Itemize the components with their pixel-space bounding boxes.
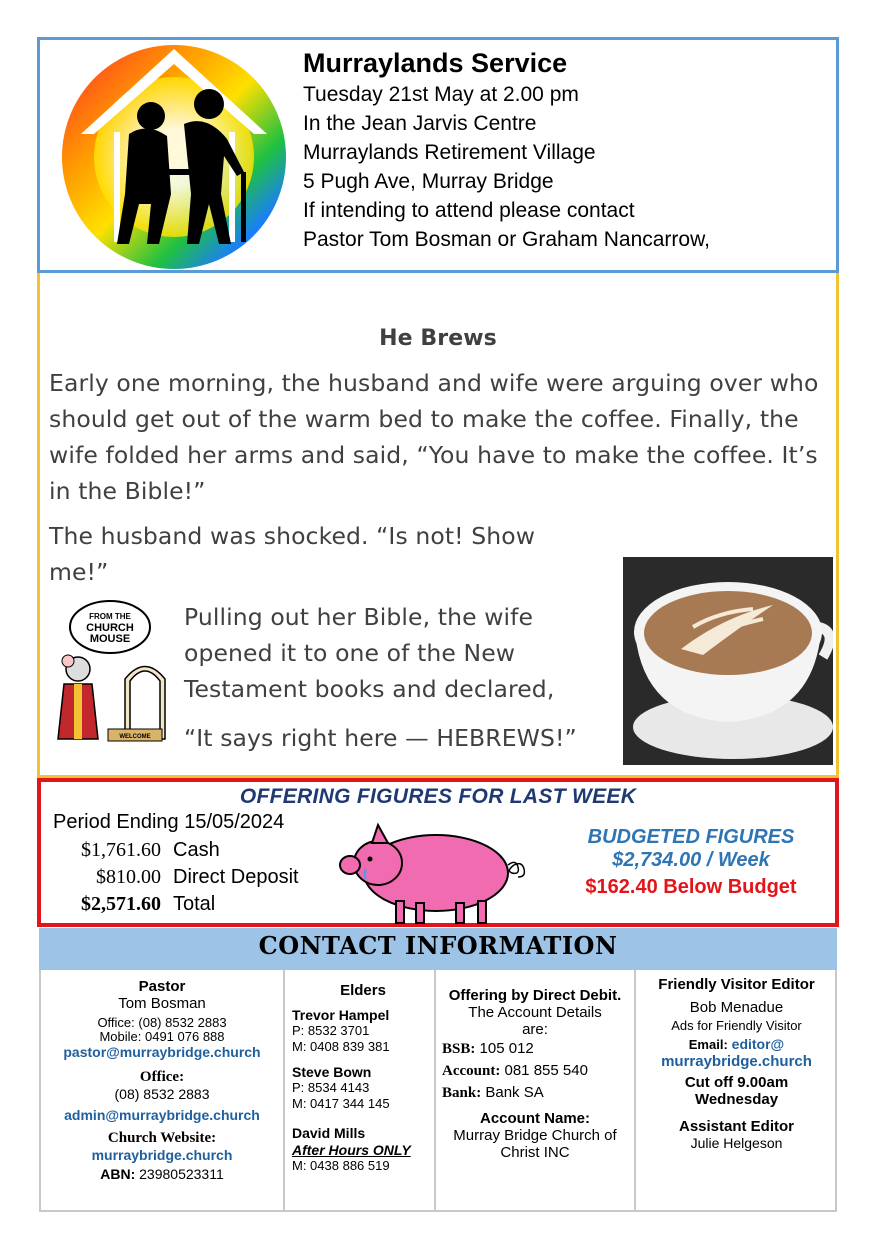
editor-email-label: Email: [688, 1037, 728, 1052]
bank-label: Bank: [442, 1085, 482, 1101]
website-heading: Church Website: [107, 1130, 217, 1146]
joke-paragraph-3: Pulling out her Bible, the wife opened it to one of the New Testament books and declared, [184, 603, 555, 703]
total-label: Total [173, 893, 216, 915]
contact-title: CONTACT INFORMATION [258, 931, 618, 960]
elder-1-phone: P: 8532 3701 [292, 1023, 370, 1038]
editor-email-part-2[interactable]: murraybridge.church [661, 1053, 812, 1070]
cash-label: Cash [173, 839, 220, 861]
service-venue: In the Jean Jarvis Centre [303, 112, 537, 135]
joke-box [37, 273, 839, 778]
account-name: Murray Bridge Church of Christ INC [453, 1127, 617, 1161]
budget-weekly: $2,734.00 / Week [612, 849, 770, 871]
bank-value: Bank SA [485, 1084, 544, 1101]
service-box [37, 37, 839, 273]
website-link[interactable]: murraybridge.church [91, 1147, 233, 1163]
contact-table [39, 970, 837, 1212]
period-ending: Period Ending 15/05/2024 [53, 811, 285, 833]
budget-title: BUDGETED FIGURES [587, 826, 795, 848]
office-email[interactable]: admin@murraybridge.church [64, 1107, 260, 1123]
mouse-badge-line-2: CHURCH [86, 622, 134, 634]
bsb-label: BSB: [442, 1041, 476, 1057]
joke-punchline: “It says right here — HEBREWS!” [184, 724, 577, 752]
debit-intro: The Account Details are: [468, 1004, 602, 1038]
pastor-column [41, 970, 283, 1210]
pastor-mobile: Mobile: 0491 076 888 [99, 1029, 225, 1044]
assistant-name: Julie Helgeson [690, 1135, 783, 1151]
below-budget: $162.40 Below Budget [585, 876, 797, 898]
elder-2-phone: P: 8534 4143 [292, 1080, 370, 1095]
debit-details [436, 1038, 634, 1104]
elders-column [283, 970, 434, 1210]
mouse-badge-line-1: FROM THE [89, 612, 131, 621]
editor-heading: Friendly Visitor Editor [658, 976, 815, 993]
offering-title: OFFERING FIGURES FOR LAST WEEK [239, 785, 637, 808]
pastor-heading: Pastor [138, 978, 186, 995]
elder-1-mobile: M: 0408 839 381 [292, 1039, 390, 1054]
elder-2-mobile: M: 0417 344 145 [292, 1096, 390, 1111]
contact-header [39, 928, 837, 970]
office-phone: (08) 8532 2883 [114, 1086, 210, 1102]
total-amount: $2,571.60 [81, 893, 161, 915]
editor-email-row [636, 1036, 837, 1053]
editor-column [634, 970, 837, 1210]
elder-3-mobile: M: 0438 886 519 [292, 1158, 390, 1173]
service-date: Tuesday 21st May at 2.00 pm [303, 83, 579, 106]
service-details [303, 46, 833, 254]
direct-deposit-amount: $810.00 [96, 866, 161, 888]
debit-heading: Offering by Direct Debit. [448, 987, 622, 1004]
abn-label: ABN: [100, 1166, 136, 1182]
service-title: Murraylands Service [303, 48, 568, 78]
service-village: Murraylands Retirement Village [303, 141, 596, 164]
abn-value: 23980523311 [139, 1166, 224, 1182]
budget-panel [546, 826, 836, 899]
pastor-name: Tom Bosman [118, 995, 206, 1012]
mouse-badge-line-3: MOUSE [89, 633, 131, 645]
service-address: 5 Pugh Ave, Murray Bridge [303, 170, 554, 193]
joke-paragraph-2: The husband was shocked. “Is not! Show me!” [49, 522, 536, 586]
joke-paragraph-1: Early one morning, the husband and wife were arguing over who should get out of the warm bed to make the coffee. Finally, the wife folded her arms and said, “You have to make the coffee. It’s in the Bible!” [49, 369, 819, 505]
account-name-heading: Account Name: [479, 1110, 591, 1127]
coffee-cup-photo [623, 557, 833, 765]
cutoff-note: Cut off 9.00am Wednesday [684, 1074, 789, 1108]
church-mouse-illustration [50, 599, 185, 749]
offering-row-cash [53, 837, 220, 864]
bank-row [442, 1082, 634, 1104]
offering-row-direct-deposit [53, 864, 299, 891]
mouse-mat-label: WELCOME [119, 734, 151, 740]
elder-1-name: Trevor Hampel [292, 1007, 390, 1023]
pastor-email[interactable]: pastor@murraybridge.church [63, 1044, 261, 1060]
direct-debit-column [434, 970, 634, 1210]
abn [41, 1166, 283, 1183]
ads-note: Ads for Friendly Visitor [671, 1018, 802, 1033]
service-contact-note: If intending to attend please contact [303, 199, 635, 222]
cash-amount: $1,761.60 [81, 839, 161, 861]
account-label: Account: [442, 1063, 501, 1079]
editor-name: Bob Menadue [689, 999, 784, 1016]
offering-box [37, 778, 839, 927]
account-row [442, 1060, 634, 1082]
elder-2-name: Steve Bown [292, 1064, 372, 1080]
editor-email-part-1[interactable]: editor@ [731, 1036, 785, 1052]
elders-heading: Elders [340, 982, 386, 999]
assistant-heading: Assistant Editor [678, 1118, 795, 1135]
bsb-value: 105 012 [479, 1040, 534, 1057]
bsb-row [442, 1038, 634, 1060]
joke-title: He Brews [379, 326, 497, 351]
elder-3-note: After Hours ONLY [292, 1142, 411, 1158]
elderly-couple-logo [59, 44, 289, 270]
offering-row-total [53, 891, 215, 918]
pastor-office-phone: Office: (08) 8532 2883 [97, 1015, 227, 1030]
elder-3-name: David Mills [292, 1125, 366, 1141]
account-value: 081 855 540 [504, 1062, 588, 1079]
office-heading: Office: [139, 1069, 185, 1085]
sad-pig-icon [336, 821, 532, 925]
service-contact-names: Pastor Tom Bosman or Graham Nancarrow, [303, 228, 710, 251]
direct-deposit-label: Direct Deposit [173, 866, 299, 888]
